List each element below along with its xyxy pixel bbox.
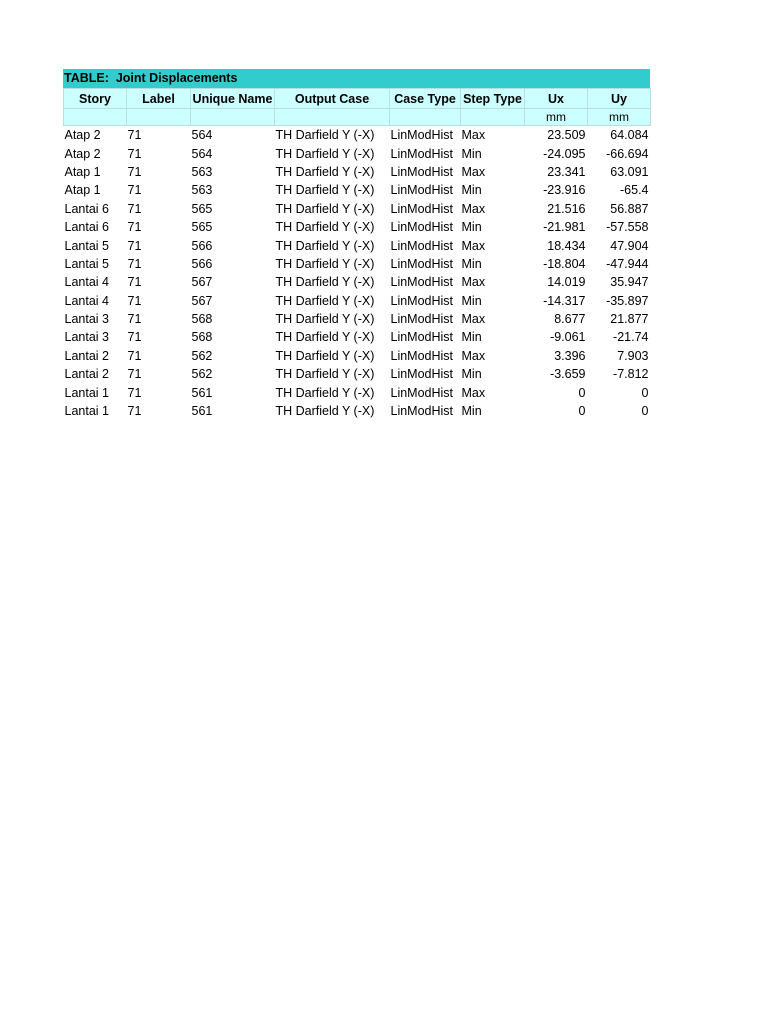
- cell-output-case[interactable]: TH Darfield Y (-X): [275, 256, 375, 271]
- cell-ux[interactable]: 0: [578, 385, 586, 400]
- cell-label[interactable]: 71: [127, 293, 142, 308]
- cell-output-case[interactable]: TH Darfield Y (-X): [275, 275, 375, 290]
- cell-uy[interactable]: -21.74: [613, 330, 649, 345]
- cell-case-type[interactable]: LinModHist: [390, 312, 454, 327]
- cell-step-type[interactable]: Max: [461, 238, 486, 253]
- unit-cell[interactable]: [191, 109, 275, 126]
- cell-output-case[interactable]: TH Darfield Y (-X): [275, 348, 375, 363]
- cell-story[interactable]: Lantai 4: [64, 275, 109, 290]
- cell-case-type[interactable]: LinModHist: [390, 128, 454, 143]
- unit-cell-ux[interactable]: mm: [525, 109, 588, 126]
- cell-case-type[interactable]: LinModHist: [390, 385, 454, 400]
- cell-story[interactable]: Lantai 6: [64, 220, 109, 235]
- cell-uy[interactable]: 7.903: [617, 348, 649, 363]
- cell-ux[interactable]: -21.981: [543, 220, 586, 235]
- cell-ux[interactable]: -9.061: [550, 330, 586, 345]
- cell-step-type[interactable]: Min: [461, 293, 482, 308]
- cell-step-type[interactable]: Min: [461, 256, 482, 271]
- cell-output-case[interactable]: TH Darfield Y (-X): [275, 385, 375, 400]
- cell-uy[interactable]: 64.084: [610, 128, 649, 143]
- cell-unique-name[interactable]: 567: [191, 293, 213, 308]
- cell-step-type[interactable]: Min: [461, 220, 482, 235]
- cell-uy[interactable]: 63.091: [610, 164, 649, 179]
- table-row: [64, 144, 651, 162]
- column-header-label[interactable]: Label: [127, 89, 191, 109]
- cell-ux[interactable]: -18.804: [543, 256, 586, 271]
- cell-case-type[interactable]: LinModHist: [390, 330, 454, 345]
- cell-case-type[interactable]: LinModHist: [390, 146, 454, 161]
- cell-story[interactable]: Atap 1: [64, 164, 101, 179]
- table-row: [64, 365, 651, 383]
- cell-case-type[interactable]: LinModHist: [390, 256, 454, 271]
- cell-ux[interactable]: 18.434: [547, 238, 586, 253]
- joint-displacements-sheet: [63, 69, 650, 420]
- cell-uy[interactable]: -65.4: [620, 183, 649, 198]
- unit-cell[interactable]: [127, 109, 191, 126]
- cell-label[interactable]: 71: [127, 164, 142, 179]
- cell-output-case[interactable]: TH Darfield Y (-X): [275, 183, 375, 198]
- cell-label[interactable]: 71: [127, 220, 142, 235]
- cell-ux[interactable]: 8.677: [554, 312, 586, 327]
- cell-ux[interactable]: -14.317: [543, 293, 586, 308]
- cell-story[interactable]: Lantai 4: [64, 293, 109, 308]
- cell-label[interactable]: 71: [127, 146, 142, 161]
- cell-step-type[interactable]: Min: [461, 330, 482, 345]
- cell-case-type[interactable]: LinModHist: [390, 404, 454, 419]
- cell-output-case[interactable]: TH Darfield Y (-X): [275, 220, 375, 235]
- cell-label[interactable]: 71: [127, 312, 142, 327]
- table-row: [64, 236, 651, 254]
- table-title: TABLE: Joint Displacements: [63, 69, 650, 88]
- header-row: [64, 89, 651, 109]
- cell-story[interactable]: Lantai 3: [64, 330, 109, 345]
- cell-unique-name[interactable]: 568: [191, 312, 213, 327]
- cell-unique-name[interactable]: 567: [191, 275, 213, 290]
- cell-unique-name[interactable]: 562: [191, 348, 213, 363]
- cell-label[interactable]: 71: [127, 238, 142, 253]
- cell-output-case[interactable]: TH Darfield Y (-X): [275, 164, 375, 179]
- cell-unique-name[interactable]: 565: [191, 220, 213, 235]
- cell-case-type[interactable]: LinModHist: [390, 293, 454, 308]
- cell-output-case[interactable]: TH Darfield Y (-X): [275, 312, 375, 327]
- units-row: [64, 109, 651, 126]
- table-row: [64, 255, 651, 273]
- cell-ux[interactable]: -24.095: [543, 146, 586, 161]
- cell-ux[interactable]: 21.516: [547, 201, 586, 216]
- cell-uy[interactable]: 0: [641, 404, 649, 419]
- column-header-case-type[interactable]: Case Type: [390, 89, 461, 109]
- cell-ux[interactable]: 0: [578, 404, 586, 419]
- cell-label[interactable]: 71: [127, 385, 142, 400]
- column-header-output-case[interactable]: Output Case: [275, 89, 390, 109]
- cell-ux[interactable]: 3.396: [554, 348, 586, 363]
- cell-output-case[interactable]: TH Darfield Y (-X): [275, 330, 375, 345]
- cell-uy[interactable]: 35.947: [610, 275, 649, 290]
- cell-step-type[interactable]: Min: [461, 183, 482, 198]
- table-row: [64, 273, 651, 291]
- cell-step-type[interactable]: Max: [461, 348, 486, 363]
- table-row: [64, 292, 651, 310]
- column-header-step-type[interactable]: Step Type: [461, 89, 525, 109]
- column-header-story[interactable]: Story: [64, 89, 127, 109]
- cell-output-case[interactable]: TH Darfield Y (-X): [275, 146, 375, 161]
- cell-uy[interactable]: -7.812: [613, 367, 649, 382]
- table-row: [64, 328, 651, 346]
- cell-case-type[interactable]: LinModHist: [390, 348, 454, 363]
- column-header-ux[interactable]: Ux: [525, 89, 588, 109]
- cell-step-type[interactable]: Max: [461, 275, 486, 290]
- cell-story[interactable]: Lantai 2: [64, 367, 109, 382]
- cell-label[interactable]: 71: [127, 201, 142, 216]
- cell-unique-name[interactable]: 565: [191, 201, 213, 216]
- cell-output-case[interactable]: TH Darfield Y (-X): [275, 201, 375, 216]
- cell-story[interactable]: Atap 2: [64, 128, 101, 143]
- table-row: [64, 310, 651, 328]
- cell-ux[interactable]: 14.019: [547, 275, 586, 290]
- cell-unique-name[interactable]: 563: [191, 183, 213, 198]
- cell-step-type[interactable]: Min: [461, 367, 482, 382]
- cell-case-type[interactable]: LinModHist: [390, 238, 454, 253]
- cell-label[interactable]: 71: [127, 183, 142, 198]
- cell-unique-name[interactable]: 566: [191, 238, 213, 253]
- cell-step-type[interactable]: Min: [461, 404, 482, 419]
- column-header-unique-name[interactable]: Unique Name: [191, 89, 275, 109]
- cell-uy[interactable]: -47.944: [606, 256, 649, 271]
- cell-case-type[interactable]: LinModHist: [390, 275, 454, 290]
- cell-output-case[interactable]: TH Darfield Y (-X): [275, 293, 375, 308]
- cell-case-type[interactable]: LinModHist: [390, 183, 454, 198]
- table-row: [64, 402, 651, 420]
- cell-case-type[interactable]: LinModHist: [390, 367, 454, 382]
- joint-displacements-table: [63, 88, 651, 420]
- cell-step-type[interactable]: Min: [461, 146, 482, 161]
- cell-uy[interactable]: 0: [641, 385, 649, 400]
- cell-unique-name[interactable]: 562: [191, 367, 213, 382]
- table-row: [64, 181, 651, 199]
- cell-uy[interactable]: 56.887: [610, 201, 649, 216]
- cell-unique-name[interactable]: 563: [191, 164, 213, 179]
- cell-unique-name[interactable]: 564: [191, 146, 213, 161]
- cell-unique-name[interactable]: 561: [191, 385, 213, 400]
- cell-story[interactable]: Atap 1: [64, 183, 101, 198]
- cell-uy[interactable]: -35.897: [606, 293, 649, 308]
- cell-ux[interactable]: -3.659: [550, 367, 586, 382]
- cell-case-type[interactable]: LinModHist: [390, 220, 454, 235]
- cell-unique-name[interactable]: 564: [191, 128, 213, 143]
- table-row: [64, 126, 651, 145]
- cell-uy[interactable]: -57.558: [606, 220, 649, 235]
- cell-label[interactable]: 71: [127, 256, 142, 271]
- table-row: [64, 347, 651, 365]
- cell-uy[interactable]: -66.694: [606, 146, 649, 161]
- cell-case-type[interactable]: LinModHist: [390, 201, 454, 216]
- table-body: [64, 126, 651, 421]
- cell-uy[interactable]: 47.904: [610, 238, 649, 253]
- unit-cell[interactable]: [461, 109, 525, 126]
- cell-label[interactable]: 71: [127, 275, 142, 290]
- cell-story[interactable]: Lantai 1: [64, 404, 109, 419]
- cell-step-type[interactable]: Max: [461, 164, 486, 179]
- cell-story[interactable]: Lantai 5: [64, 238, 109, 253]
- table-row: [64, 383, 651, 401]
- cell-story[interactable]: Lantai 3: [64, 312, 109, 327]
- table-row: [64, 218, 651, 236]
- cell-story[interactable]: Lantai 2: [64, 348, 109, 363]
- cell-story[interactable]: Lantai 1: [64, 385, 109, 400]
- table-row: [64, 163, 651, 181]
- cell-output-case[interactable]: TH Darfield Y (-X): [275, 404, 375, 419]
- cell-unique-name[interactable]: 561: [191, 404, 213, 419]
- cell-label[interactable]: 71: [127, 348, 142, 363]
- cell-story[interactable]: Lantai 5: [64, 256, 109, 271]
- cell-output-case[interactable]: TH Darfield Y (-X): [275, 367, 375, 382]
- unit-cell-uy[interactable]: mm: [588, 109, 651, 126]
- cell-output-case[interactable]: TH Darfield Y (-X): [275, 128, 375, 143]
- cell-unique-name[interactable]: 566: [191, 256, 213, 271]
- cell-label[interactable]: 71: [127, 128, 142, 143]
- cell-step-type[interactable]: Max: [461, 201, 486, 216]
- unit-cell[interactable]: [390, 109, 461, 126]
- cell-output-case[interactable]: TH Darfield Y (-X): [275, 238, 375, 253]
- cell-step-type[interactable]: Max: [461, 385, 486, 400]
- cell-ux[interactable]: -23.916: [543, 183, 586, 198]
- cell-step-type[interactable]: Max: [461, 312, 486, 327]
- cell-story[interactable]: Lantai 6: [64, 201, 109, 216]
- cell-step-type[interactable]: Max: [461, 128, 486, 143]
- cell-ux[interactable]: 23.509: [547, 128, 586, 143]
- cell-unique-name[interactable]: 568: [191, 330, 213, 345]
- cell-label[interactable]: 71: [127, 367, 142, 382]
- cell-label[interactable]: 71: [127, 330, 142, 345]
- cell-case-type[interactable]: LinModHist: [390, 164, 454, 179]
- cell-ux[interactable]: 23.341: [547, 164, 586, 179]
- cell-label[interactable]: 71: [127, 404, 142, 419]
- unit-cell[interactable]: [275, 109, 390, 126]
- cell-story[interactable]: Atap 2: [64, 146, 101, 161]
- unit-cell[interactable]: [64, 109, 127, 126]
- table-row: [64, 200, 651, 218]
- column-header-uy[interactable]: Uy: [588, 89, 651, 109]
- cell-uy[interactable]: 21.877: [610, 312, 649, 327]
